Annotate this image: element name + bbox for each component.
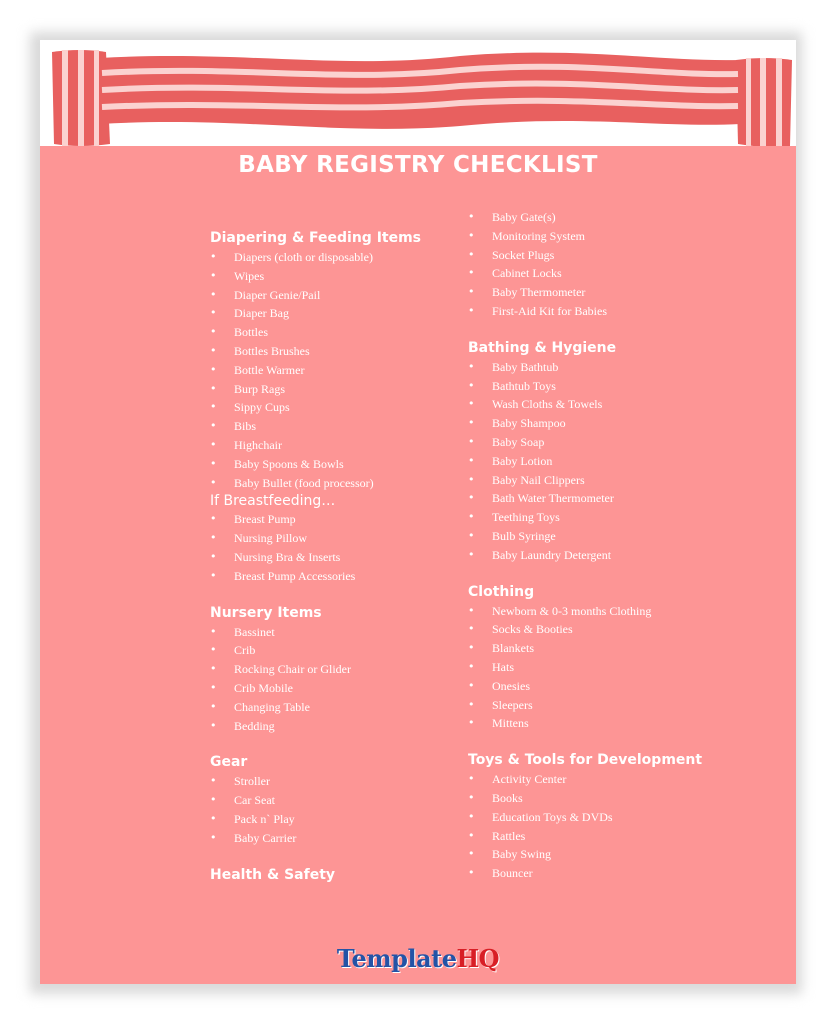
list-item: • Baby Soap	[468, 433, 768, 452]
list-item: • Socket Plugs	[468, 246, 768, 265]
striped-ribbon-banner	[40, 40, 796, 148]
list-item: • Changing Table	[210, 698, 510, 717]
list-item: • Breast Pump	[210, 510, 510, 529]
list-item: • First-Aid Kit for Babies	[468, 302, 768, 321]
list-item: • Crib Mobile	[210, 679, 510, 698]
logo-part-hq: HQ	[456, 944, 500, 973]
list-item: • Bedding	[210, 717, 510, 736]
breastfeeding-list	[210, 510, 510, 585]
list-item: • Car Seat	[210, 791, 510, 810]
list-item: • Onesies	[468, 677, 768, 696]
list-item: • Nursing Bra & Inserts	[210, 548, 510, 567]
list-item: • Baby Spoons & Bowls	[210, 455, 510, 474]
ribbon-middle	[100, 53, 740, 129]
section-heading-bathing: Bathing & Hygiene	[468, 339, 617, 356]
safety-list	[468, 208, 768, 321]
section-heading-diapering: Diapering & Feeding Items	[210, 230, 422, 246]
list-item: • Highchair	[210, 436, 510, 455]
list-item: • Bottles Brushes	[210, 342, 510, 361]
list-item: • Baby Thermometer	[468, 283, 768, 302]
list-item: • Baby Bathtub	[468, 358, 768, 377]
list-item: • Monitoring System	[468, 227, 768, 246]
list-item: • Baby Shampoo	[468, 414, 768, 433]
list-item: • Baby Nail Clippers	[468, 471, 768, 490]
list-item: • Bassinet	[210, 623, 510, 642]
templatehq-logo	[40, 944, 796, 973]
list-item: • Breast Pump Accessories	[210, 567, 510, 586]
list-item: • Bathtub Toys	[468, 377, 768, 396]
nursery-list	[210, 623, 510, 736]
checklist-page	[40, 40, 796, 984]
list-item: • Baby Carrier	[210, 829, 510, 848]
list-item: • Mittens	[468, 714, 768, 733]
list-item: • Hats	[468, 658, 768, 677]
list-item: • Baby Laundry Detergent	[468, 546, 768, 565]
clothing-list	[468, 602, 768, 734]
list-item: • Baby Bullet (food processor)	[210, 474, 510, 493]
logo-part-template: Template	[336, 944, 457, 973]
diapering-list	[210, 248, 510, 492]
list-item: • Bulb Syringe	[468, 527, 768, 546]
list-item: • Bouncer	[468, 864, 768, 883]
list-item: • Wash Cloths & Towels	[468, 395, 768, 414]
section-heading-health-safety: Health & Safety	[210, 866, 336, 883]
ribbon-right-end	[736, 58, 792, 147]
section-heading-breastfeeding: If Breastfeeding…	[210, 493, 336, 510]
section-heading-toys: Toys & Tools for Development	[468, 752, 703, 769]
list-item: • Sleepers	[468, 696, 768, 715]
left-column	[210, 228, 510, 885]
bathing-list	[468, 358, 768, 565]
list-item: • Crib	[210, 641, 510, 660]
gear-list	[210, 772, 510, 847]
toys-list	[468, 770, 768, 883]
list-item: • Baby Gate(s)	[468, 208, 768, 227]
list-item: • Bottle Warmer	[210, 361, 510, 380]
list-item: • Burp Rags	[210, 380, 510, 399]
list-item: • Bottles	[210, 323, 510, 342]
list-item: • Rocking Chair or Glider	[210, 660, 510, 679]
list-item: • Sippy Cups	[210, 398, 510, 417]
list-item: • Baby Lotion	[468, 452, 768, 471]
list-item: • Rattles	[468, 827, 768, 846]
list-item: • Activity Center	[468, 770, 768, 789]
section-heading-gear: Gear	[210, 754, 248, 771]
list-item: • Bath Water Thermometer	[468, 489, 768, 508]
list-item: • Teething Toys	[468, 508, 768, 527]
list-item: • Bibs	[210, 417, 510, 436]
list-item: • Newborn & 0-3 months Clothing	[468, 602, 768, 621]
list-item: • Nursing Pillow	[210, 529, 510, 548]
list-item: • Diaper Bag	[210, 304, 510, 323]
section-heading-clothing: Clothing	[468, 583, 535, 600]
page-title: BABY REGISTRY CHECKLIST	[238, 152, 598, 178]
list-item: • Stroller	[210, 772, 510, 791]
section-heading-nursery: Nursery Items	[210, 604, 322, 621]
right-column	[468, 208, 768, 883]
list-item: • Blankets	[468, 639, 768, 658]
list-item: • Diapers (cloth or disposable)	[210, 248, 510, 267]
list-item: • Diaper Genie/Pail	[210, 286, 510, 305]
list-item: • Baby Swing	[468, 845, 768, 864]
list-item: • Socks & Booties	[468, 620, 768, 639]
list-item: • Education Toys & DVDs	[468, 808, 768, 827]
list-item: • Wipes	[210, 267, 510, 286]
list-item: • Books	[468, 789, 768, 808]
list-item: • Cabinet Locks	[468, 264, 768, 283]
list-item: • Pack n` Play	[210, 810, 510, 829]
